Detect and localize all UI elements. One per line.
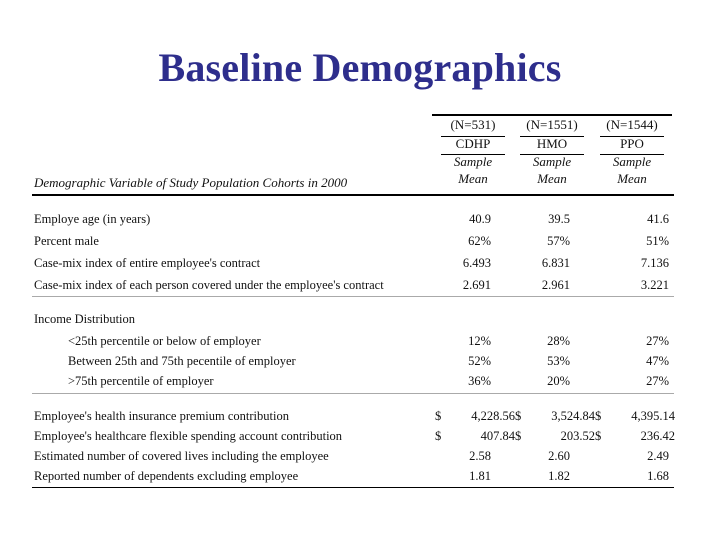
currency-symbol: $ (515, 409, 522, 423)
currency-symbol: $ (435, 409, 442, 423)
amount: 3,524.84 (551, 409, 595, 423)
amount: 4,228.56 (471, 409, 515, 423)
table-bottom-rule (32, 487, 674, 488)
cell-hmo: 2.60 (548, 449, 570, 463)
table-row (0, 331, 720, 351)
cell-cdhp: 36% (468, 374, 491, 388)
currency-symbol: $ (595, 409, 602, 423)
cell-ppo: 47% (646, 354, 669, 368)
cell-hmo: 39.5 (548, 212, 570, 226)
cell-cdhp: 1.81 (469, 469, 491, 483)
cell-hmo: 1.82 (548, 469, 570, 483)
cell-ppo: 27% (646, 334, 669, 348)
amount: 4,395.14 (631, 409, 675, 423)
column-mean: Mean (537, 171, 567, 186)
table-row (0, 275, 720, 295)
cell-cdhp: 62% (468, 234, 491, 248)
income-heading-row (0, 309, 720, 329)
variable-column-label: Demographic Variable of Study Population Cohorts in 2000 (34, 175, 348, 190)
column-n: (N=531) (450, 117, 496, 132)
row-label: Between 25th and 75th pecentile of employer (68, 354, 296, 368)
cell-hmo: 57% (547, 234, 570, 248)
cell-ppo: 41.6 (647, 212, 669, 226)
column-name: CDHP (455, 136, 491, 151)
cell-hmo: 28% (547, 334, 570, 348)
row-label: Estimated number of covered lives including the employee (34, 449, 329, 463)
header-bottom-rule (32, 194, 674, 196)
column-header-hmo (512, 115, 592, 187)
cell-ppo: 1.68 (647, 469, 669, 483)
table-row (0, 209, 720, 229)
currency-symbol: $ (595, 429, 602, 443)
cell-cdhp: 6.493 (462, 256, 491, 270)
column-name: HMO (536, 136, 568, 151)
cell-cdhp: 40.9 (469, 212, 491, 226)
row-label: Percent male (34, 234, 99, 248)
section-rule (32, 296, 674, 297)
table-row (0, 351, 720, 371)
column-header-cdhp (433, 115, 513, 187)
currency-symbol: $ (515, 429, 522, 443)
cell-ppo: 2.49 (647, 449, 669, 463)
amount: 407.84 (480, 429, 515, 443)
column-sample: Sample (532, 154, 572, 169)
row-label: Employe age (in years) (34, 212, 151, 226)
table-row (0, 466, 720, 486)
column-n: (N=1551) (526, 117, 578, 132)
row-label: <25th percentile or below of employer (68, 334, 261, 348)
income-heading: Income Distribution (34, 312, 136, 326)
table-row (0, 446, 720, 466)
cell-hmo: 2.961 (541, 278, 570, 292)
row-label: >75th percentile of employer (68, 374, 214, 388)
amount: 203.52 (560, 429, 595, 443)
cell-ppo: 7.136 (640, 256, 669, 270)
cell-cdhp: 12% (468, 334, 491, 348)
column-name: PPO (620, 136, 644, 151)
cell-cdhp: 2.691 (462, 278, 491, 292)
row-label: Reported number of dependents excluding employee (34, 469, 299, 483)
cell-cdhp: 2.58 (469, 449, 491, 463)
currency-symbol: $ (435, 429, 442, 443)
cell-hmo: 20% (547, 374, 570, 388)
slide-title: Baseline Demographics (158, 45, 562, 90)
column-n: (N=1544) (606, 117, 658, 132)
column-mean: Mean (458, 171, 488, 186)
cell-cdhp: 52% (468, 354, 491, 368)
cell-ppo: 51% (646, 234, 669, 248)
row-label: Case-mix index of each person covered under the employee's contract (34, 278, 384, 292)
cell-hmo: 6.831 (541, 256, 570, 270)
cell-hmo: 53% (547, 354, 570, 368)
cell-ppo: 3.221 (640, 278, 669, 292)
column-mean: Mean (617, 171, 647, 186)
table-row (0, 253, 720, 273)
row-label: Employee's health insurance premium contribution (34, 409, 289, 423)
row-label: Case-mix index of entire employee's contract (34, 256, 261, 270)
table-row (0, 426, 720, 446)
row-label: Employee's healthcare flexible spending account contribution (34, 429, 343, 443)
column-header-ppo (592, 115, 672, 187)
table-row (0, 406, 720, 426)
table-row (0, 371, 720, 391)
cell-ppo: 27% (646, 374, 669, 388)
table-row (0, 231, 720, 251)
section-rule (32, 393, 674, 394)
column-sample: Sample (612, 154, 652, 169)
column-sample: Sample (453, 154, 493, 169)
amount: 236.42 (640, 429, 675, 443)
